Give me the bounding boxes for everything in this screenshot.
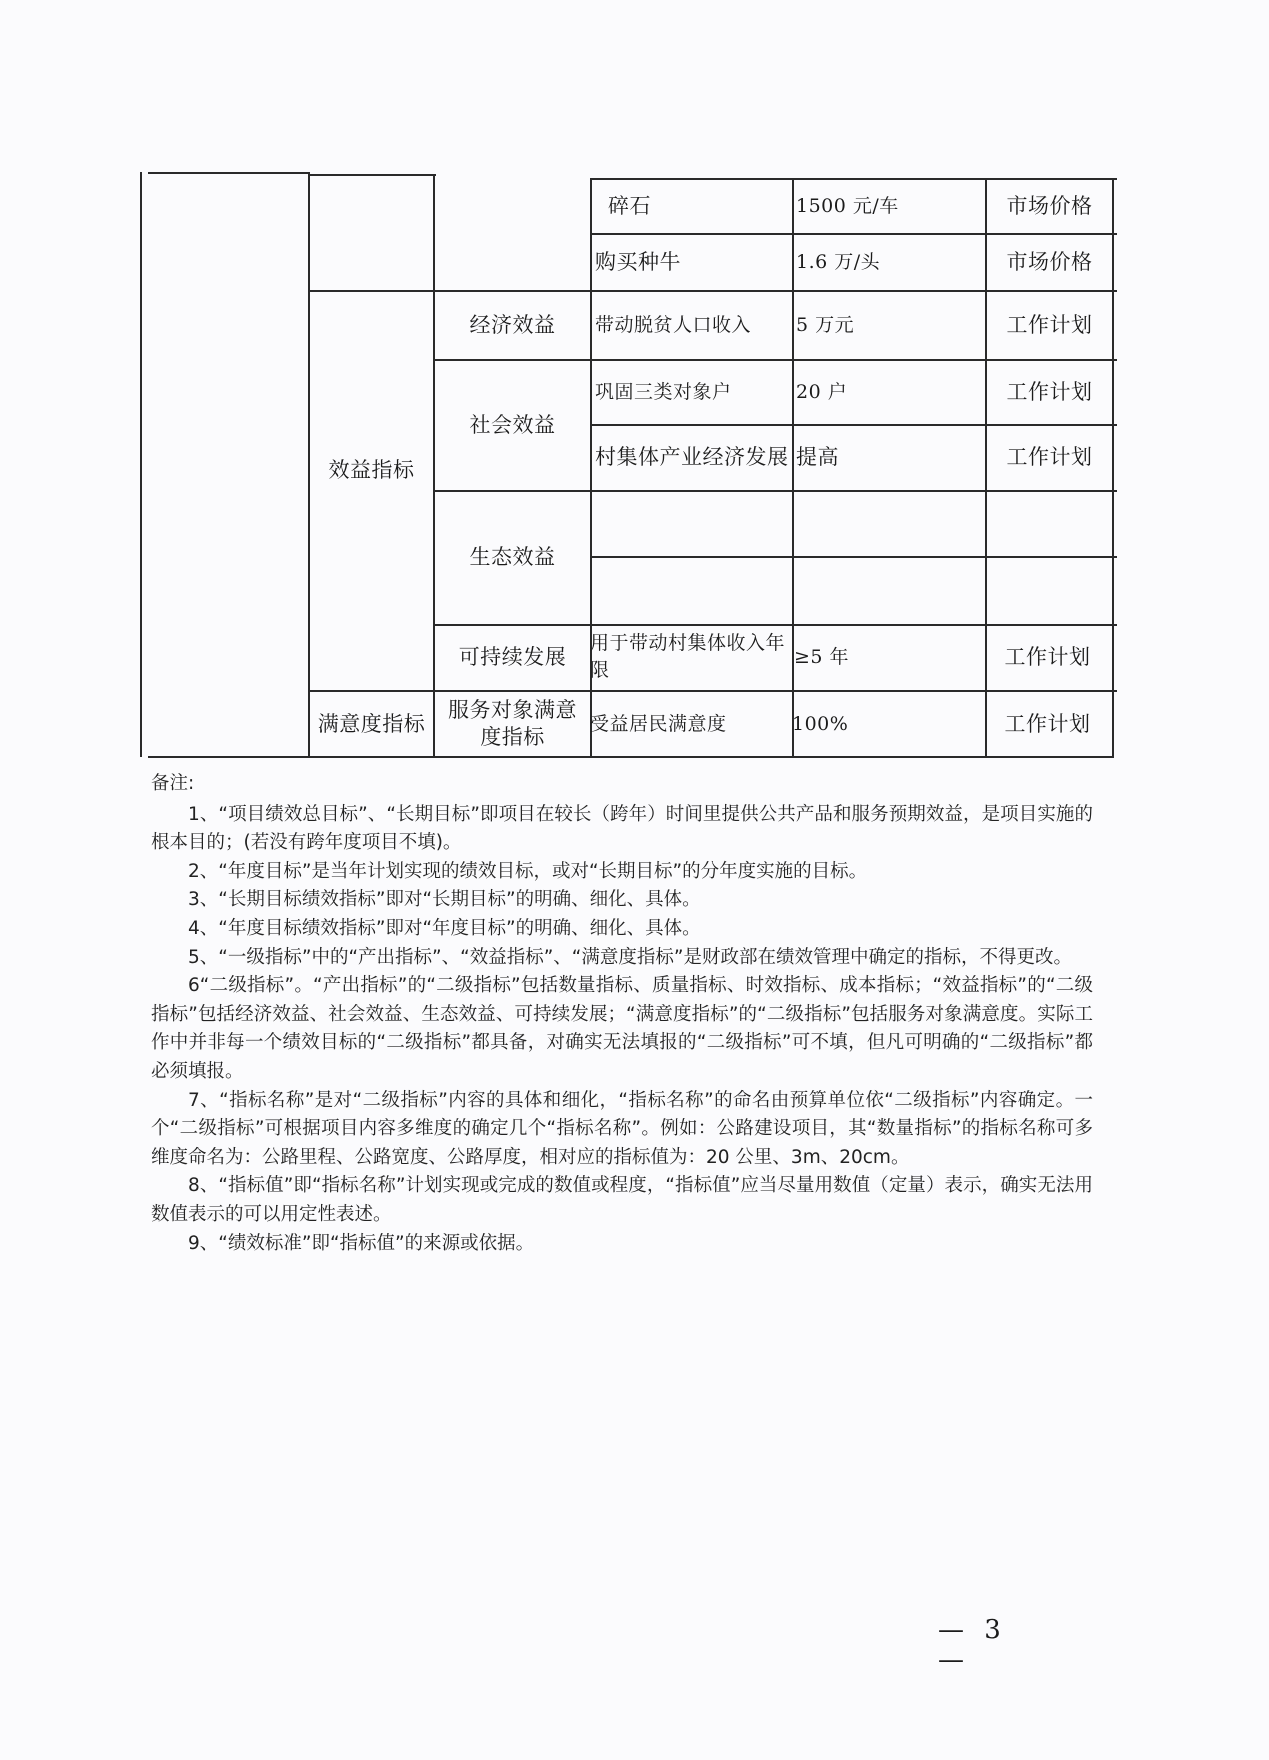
performance-standard: 工作计划 <box>1006 379 1093 404</box>
level1-satisfaction-indicator: 满意度指标 <box>317 711 426 736</box>
performance-standard: 市场价格 <box>1006 193 1093 218</box>
note-item: 7、“指标名称”是对“二级指标”内容的具体和细化，“指标名称”的命名由预算单位依“二级指标”内容确定。一个“二级指标”可根据项目内容多维度的确定几个“指标名称”。例如：公路建设项目，其“数量指标”的指标名称可多维度命名为：公路里程、公路宽度、公路厚度，相对应的指标值为：20 公里、3m、20cm。 <box>151 1089 1093 1168</box>
performance-standard: 工作计划 <box>1004 711 1091 736</box>
note-item: 6“二级指标”。“产出指标”的“二级指标”包括数量指标、质量指标、时效指标、成本指标；“效益指标”的“二级指标”包括经济效益、社会效益、生态效益、可持续发展；“满意度指标”的“二级指标”包括服务对象满意度。实际工作中并非每一个绩效目标的“二级指标”都具备，对确实无法填报的“二级指标”可不填，但凡可明确的“二级指标”都必须填报。 <box>151 975 1093 1082</box>
indicator-name: 村集体产业经济发展 <box>595 445 789 469</box>
level2-service-satisfaction: 服务对象满意度指标 <box>448 698 577 749</box>
level1-benefit-indicator: 效益指标 <box>328 457 415 482</box>
level2-ecological-benefit: 生态效益 <box>469 544 556 569</box>
indicator-name: 带动脱贫人口收入 <box>595 313 752 336</box>
indicator-name <box>593 492 789 555</box>
indicator-name: 碎石 <box>608 193 651 218</box>
indicator-name: 巩固三类对象户 <box>595 380 732 403</box>
performance-standard: 工作计划 <box>1006 312 1093 337</box>
indicator-value <box>794 558 982 622</box>
indicator-value: 5 万元 <box>796 313 855 336</box>
note-item: 3、“长期目标绩效指标”即对“长期目标”的明确、细化、具体。 <box>188 889 701 911</box>
page-number: — 3 — <box>938 1615 1007 1675</box>
performance-standard <box>987 492 1112 555</box>
indicator-value: 1500 元/车 <box>796 194 899 217</box>
indicator-name: 用于带动村集体收入年限 <box>590 632 786 681</box>
indicator-value <box>794 492 982 555</box>
indicator-name: 购买种牛 <box>595 249 681 274</box>
note-item: 9、“绩效标准”即“指标值”的来源或依据。 <box>188 1232 535 1254</box>
indicator-value: 100% <box>792 712 849 735</box>
performance-standard <box>987 558 1112 622</box>
indicator-name <box>593 558 789 622</box>
note-item: 2、“年度目标”是当年计划实现的绩效目标，或对“长期目标”的分年度实施的目标。 <box>188 860 868 882</box>
performance-standard: 工作计划 <box>1004 644 1091 669</box>
indicator-value: 提高 <box>796 445 839 469</box>
note-item: 5、“一级指标”中的“产出指标”、“效益指标”、“满意度指标”是财政部在绩效管理中确定的指标，不得更改。 <box>188 946 1072 968</box>
indicator-name: 受益居民满意度 <box>590 712 727 735</box>
level2-sustainability: 可持续发展 <box>458 644 567 669</box>
indicator-value: 20 户 <box>796 380 848 403</box>
level2-economic-benefit: 经济效益 <box>469 312 556 337</box>
performance-standard: 工作计划 <box>1006 445 1093 469</box>
level2-social-benefit: 社会效益 <box>469 412 556 437</box>
note-item: 8、“指标值”即“指标名称”计划实现或完成的数值或程度，“指标值”应当尽量用数值（定量）表示，确实无法用数值表示的可以用定性表述。 <box>151 1175 1093 1225</box>
notes-heading: 备注: <box>151 773 195 794</box>
indicator-value: 1.6 万/头 <box>796 250 881 273</box>
note-item: 4、“年度目标绩效指标”即对“年度目标”的明确、细化、具体。 <box>188 917 701 939</box>
note-item: 1、“项目绩效总目标”、“长期目标”即项目在较长（跨年）时间里提供公共产品和服务预期效益，是项目实施的根本目的；(若没有跨年度项目不填)。 <box>151 803 1093 854</box>
notes-section <box>151 770 1093 1258</box>
performance-standard: 市场价格 <box>1006 249 1093 274</box>
indicator-value: ≥5 年 <box>794 645 850 668</box>
